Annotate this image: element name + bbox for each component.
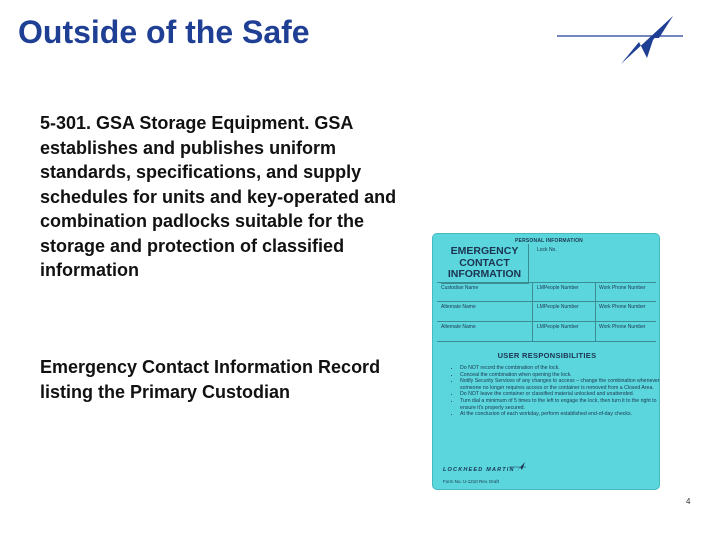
- list-item: • Do NOT leave the container or classified material unlocked and unattended.: [460, 391, 664, 398]
- card-cell: Work Phone Number: [599, 324, 646, 330]
- card-footer-logo-text: LOCKHEED MARTIN: [443, 467, 515, 473]
- list-item: • Notify Security Services of any changes to access – change the combination whenever someone no longer requires access or the container is removed from a Closed Area.: [460, 378, 664, 391]
- divider: [532, 283, 533, 301]
- divider: [532, 322, 533, 341]
- card-cell: Work Phone Number: [599, 285, 646, 291]
- divider: [595, 302, 596, 321]
- slide-title: Outside of the Safe: [18, 14, 310, 50]
- card-lock-number-label: Lock No.: [537, 247, 557, 253]
- emergency-contact-card: [432, 233, 660, 490]
- list-item: • Conceal the combination when opening the lock.: [460, 372, 664, 379]
- lockheed-star-icon: [509, 462, 527, 472]
- divider: [595, 283, 596, 301]
- card-cell: Work Phone Number: [599, 304, 646, 310]
- card-cell: LMPeople Number: [537, 304, 579, 310]
- list-item: • At the conclusion of each workday, perform established end-of-day checks.: [460, 411, 664, 418]
- card-cell: LMPeople Number: [537, 324, 579, 330]
- card-title-box: [441, 244, 529, 284]
- divider: [532, 302, 533, 321]
- card-responsibilities-list: [451, 365, 664, 418]
- card-personal-info-label: PERSONAL INFORMATION: [515, 238, 583, 244]
- page-number: 4: [686, 497, 691, 506]
- list-item: • Do NOT record the combination of the lock.: [460, 365, 664, 372]
- card-row-custodian: [437, 282, 656, 302]
- card-row-alternate-2: [437, 322, 656, 342]
- card-cell: LMPeople Number: [537, 285, 579, 291]
- card-cell: Alternate Name: [441, 324, 476, 330]
- card-responsibilities-title: USER RESPONSIBILITIES: [497, 351, 597, 360]
- list-item: • Turn dial a minimum of 5 times to the left to engage the lock, then turn it to the right to ensure it's properly secured.: [460, 398, 664, 411]
- card-form-number: Form No. U-1210 Rev. Draft: [443, 479, 499, 484]
- card-row-alternate-1: [437, 302, 656, 322]
- card-contact-grid: [437, 282, 656, 342]
- card-cell: Custodian Name: [441, 285, 479, 291]
- paragraph-gsa-storage: 5-301. GSA Storage Equipment. GSA establishes and publishes uniform standards, specifications, and supply schedules for units and key-operated and combination padlocks suitable for the storage and protection of classified information: [40, 113, 397, 280]
- card-cell: Alternate Name: [441, 304, 476, 310]
- paragraph-emergency-contact: Emergency Contact Information Record listing the Primary Custodian: [40, 357, 381, 402]
- divider: [595, 322, 596, 341]
- lockheed-star-icon: [555, 14, 690, 66]
- card-title: EMERGENCY CONTACT INFORMATION: [447, 245, 522, 280]
